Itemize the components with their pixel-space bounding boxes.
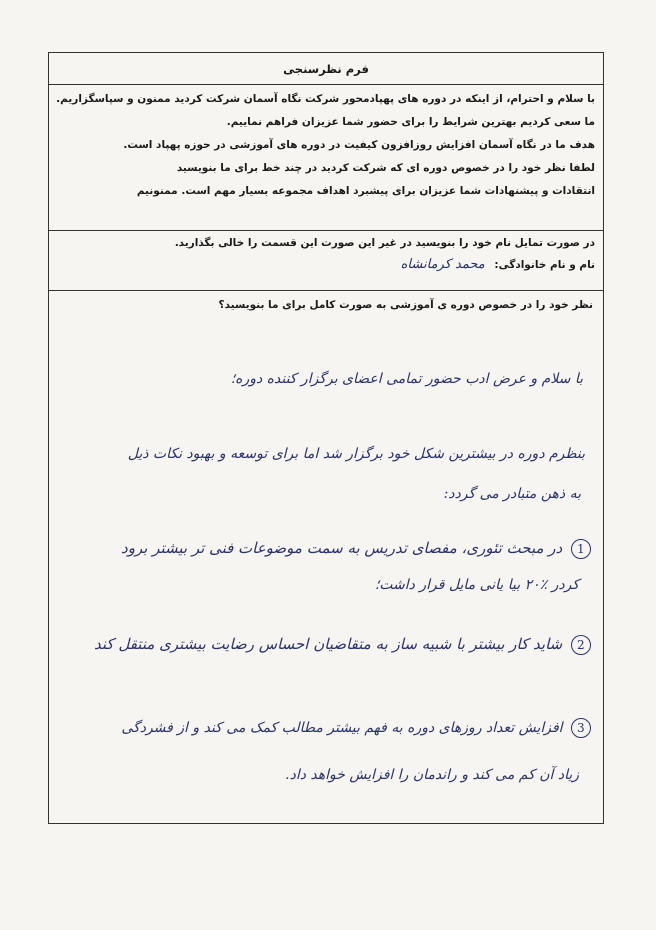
opinion-section — [49, 291, 603, 312]
handwritten-line: کردر ٪۲۰ بیا یانی مایل قرار داشت؛ — [374, 577, 579, 593]
form-title: فرم نظرسنجی — [283, 61, 369, 76]
handwritten-line: افزایش تعداد روزهای دوره به فهم بیشتر مطالب کمک می کند و از فشردگی — [121, 720, 563, 736]
intro-line: ما سعی کردیم بهترین شرایط را برای حضور شما عزیزان فراهم نماییم. — [226, 116, 595, 128]
name-instruction: در صورت تمایل نام خود را بنویسید در غیر این صورت این قسمت را خالی بگذارید. — [174, 237, 595, 249]
intro-line: هدف ما در نگاه آسمان افزایش روزافزون کیفیت در دوره های آموزشی در حوزه پهپاد است. — [123, 139, 595, 151]
handwritten-item-3 — [121, 718, 591, 738]
handwritten-line: با سلام و عرض ادب حضور تمامی اعضای برگزار کننده دوره؛ — [230, 371, 583, 387]
handwritten-line: در مبحث تئوری، مفصای تدریس به سمت موضوعات فنی تر بیشتر برود — [121, 539, 563, 557]
intro-line: لطفا نظر خود را در خصوص دوره ای که شرکت کردید در چند خط برای ما بنویسید — [176, 162, 595, 174]
name-label: نام و نام خانوادگی: — [494, 259, 595, 271]
item-number: 1 — [571, 539, 591, 559]
handwritten-item-2 — [94, 635, 591, 655]
survey-form — [48, 52, 604, 824]
intro-line: با سلام و احترام، از اینکه در دوره های پهپادمحور شرکت نگاه آسمان شرکت کردید ممنون و سپاسگزاریم. — [56, 93, 595, 105]
intro-section — [49, 85, 603, 231]
item-number: 2 — [571, 635, 591, 655]
handwritten-line: زیاد آن کم می کند و راندمان را افزایش خواهد داد. — [285, 767, 579, 783]
form-title-row — [49, 53, 603, 85]
handwritten-line: بنظرم دوره در بیشترین شکل خود برگزار شد اما برای توسعه و بهبود نکات ذیل — [127, 446, 585, 462]
handwritten-line: شاید کار بیشتر با شبیه ساز به متقاضیان احساس رضایت بیشتری منتقل کند — [94, 635, 563, 653]
handwritten-name: محمد کرمانشاه — [400, 257, 485, 272]
opinion-question: نظر خود را در خصوص دوره ی آموزشی به صورت کامل برای ما بنویسید؟ — [218, 299, 593, 311]
name-section — [49, 231, 603, 291]
handwritten-item-1 — [121, 539, 591, 559]
handwritten-line: به ذهن متبادر می گردد: — [443, 486, 581, 502]
name-line — [57, 258, 595, 272]
intro-line: انتقادات و پیشنهادات شما عزیزان برای پیشبرد اهداف مجموعه بسیار مهم است. ممنونیم — [136, 185, 595, 197]
item-number: 3 — [571, 718, 591, 738]
